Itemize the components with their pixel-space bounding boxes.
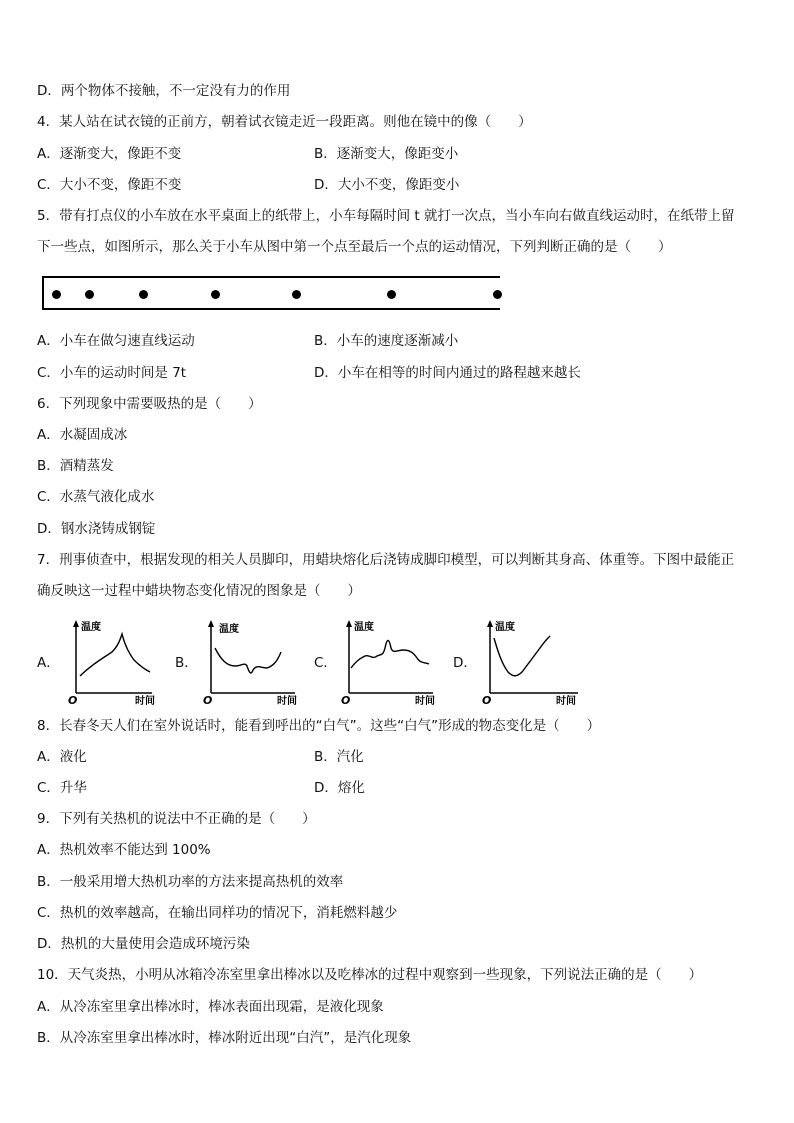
q4-option-b: B．逐渐变大，像距变小 <box>314 146 459 162</box>
q7-stem-line2: 确反映这一过程中蜡块物态变化情况的图象是（ ） <box>37 583 361 599</box>
tape-dot <box>387 290 396 299</box>
q10-option-a: A．从冷冻室里拿出棒冰时，棒冰表面出现霜，是液化现象 <box>37 999 384 1015</box>
q4-option-a: A．逐渐变大，像距不变 <box>37 146 182 162</box>
q5-option-c: C．小车的运动时间是 7t <box>37 365 187 381</box>
tape-dot <box>85 290 94 299</box>
origin-label: O <box>68 694 78 707</box>
q3-option-d: D．两个物体不接触，不一定没有力的作用 <box>37 83 291 99</box>
q5-option-d: D．小车在相等的时间内通过的路程越来越长 <box>314 365 581 381</box>
y-axis-label: 温度 <box>354 622 374 633</box>
q7-graph-a <box>60 618 160 708</box>
q8-option-a: A．液化 <box>37 749 87 765</box>
q8-option-d: D．熔化 <box>314 780 365 796</box>
tape-dot <box>493 290 502 299</box>
q7-graph-c-label: C． <box>314 655 337 671</box>
origin-label: O <box>203 694 213 707</box>
q8-option-c: C．升华 <box>37 780 87 796</box>
q4-option-d: D．大小不变，像距变小 <box>314 177 460 193</box>
x-axis-label: 时间 <box>135 696 155 707</box>
origin-label: O <box>482 694 492 707</box>
q8-stem: 8．长春冬天人们在室外说话时，能看到呼出的“白气”。这些“白气”形成的物态变化是（ ） <box>37 718 601 734</box>
q6-option-d: D．钢水浇铸成钢锭 <box>37 521 156 537</box>
q7-stem-line1: 7．刑事侦查中，根据发现的相关人员脚印，用蜡块熔化后浇铸成脚印模型，可以判断其身高、体重等。下图中最能正 <box>37 552 735 568</box>
q6-option-c: C．水蒸气液化成水 <box>37 489 155 505</box>
q5-stem-line1: 5．带有打点仪的小车放在水平桌面上的纸带上，小车每隔时间 t 就打一次点，当小车向右做直线运动时，在纸带上留 <box>37 208 735 224</box>
q5-stem-line2: 下一些点，如图所示，那么关于小车从图中第一个点至最后一个点的运动情况，下列判断正确的是（ ） <box>37 239 672 255</box>
q10-stem: 10．天气炎热，小明从冰箱冷冻室里拿出棒冰以及吃棒冰的过程中观察到一些现象，下列说法正确的是（ ） <box>37 967 703 983</box>
q4-stem: 4．某人站在试衣镜的正前方，朝着试衣镜走近一段距离。则他在镜中的像（ ） <box>37 114 532 130</box>
q7-graph-c <box>333 618 443 708</box>
q6-stem: 6．下列现象中需要吸热的是（ ） <box>37 396 262 412</box>
x-axis-label: 时间 <box>556 696 576 707</box>
tape-dot <box>211 290 220 299</box>
tape-dot <box>139 290 148 299</box>
q7-graph-a-label: A． <box>37 655 60 671</box>
q6-option-b: B．酒精蒸发 <box>37 458 114 474</box>
q10-option-b: B．从冷冻室里拿出棒冰时，棒冰附近出现“白汽”，是汽化现象 <box>37 1030 412 1046</box>
x-axis-label: 时间 <box>277 696 297 707</box>
q7-graph-d-label: D． <box>453 655 477 671</box>
ticker-tape-figure <box>42 276 500 310</box>
q6-option-a: A．水凝固成冰 <box>37 427 128 443</box>
q9-option-a: A．热机效率不能达到 100% <box>37 842 211 858</box>
q8-option-b: B．汽化 <box>314 749 364 765</box>
q9-stem: 9．下列有关热机的说法中不正确的是（ ） <box>37 811 316 827</box>
tape-dot <box>52 290 61 299</box>
q7-graph-d <box>474 618 584 708</box>
origin-label: O <box>341 694 351 707</box>
q7-graph-b <box>195 618 305 708</box>
q5-option-b: B．小车的速度逐渐减小 <box>314 333 459 349</box>
tape-dot <box>292 290 301 299</box>
y-axis-label: 温度 <box>219 624 239 635</box>
y-axis-label: 温度 <box>81 622 101 633</box>
q5-option-a: A．小车在做匀速直线运动 <box>37 333 195 349</box>
q9-option-b: B．一般采用增大热机功率的方法来提高热机的效率 <box>37 874 344 890</box>
q9-option-d: D．热机的大量使用会造成环境污染 <box>37 936 250 952</box>
q9-option-c: C．热机的效率越高，在输出同样功的情况下，消耗燃料越少 <box>37 905 398 921</box>
q7-graph-b-label: B． <box>175 655 198 671</box>
x-axis-label: 时间 <box>415 696 435 707</box>
y-axis-label: 温度 <box>495 622 515 633</box>
q4-option-c: C．大小不变，像距不变 <box>37 177 182 193</box>
